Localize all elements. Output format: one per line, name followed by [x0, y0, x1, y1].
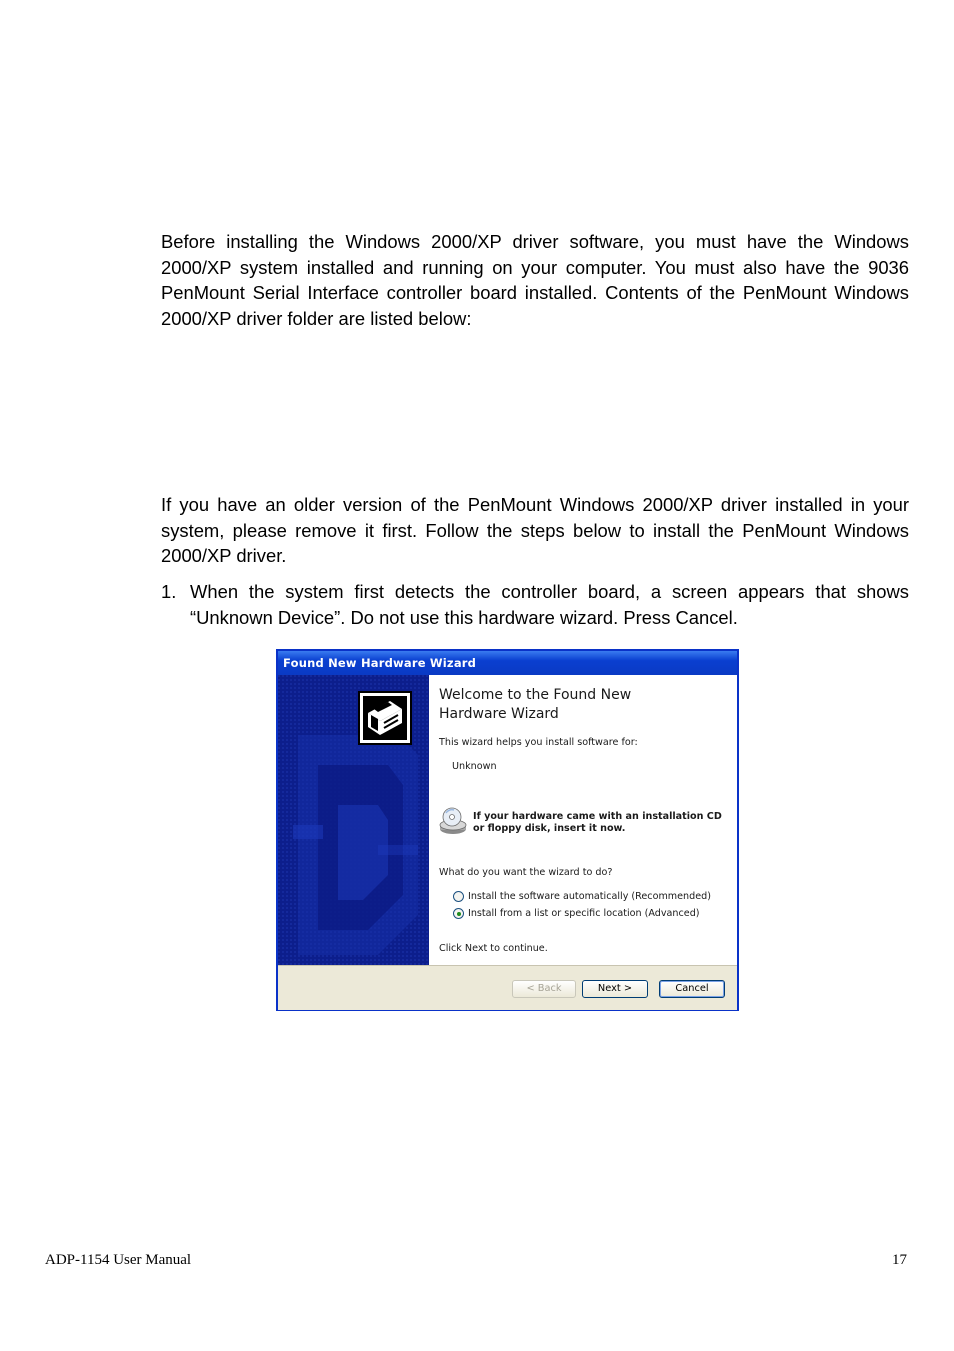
cd-prompt: [473, 811, 722, 835]
radio-label-advanced: Install from a list or specific location (Advanced): [468, 908, 700, 919]
continue-text: Click Next to continue.: [439, 943, 548, 954]
install-paragraph: If you have an older version of the PenMount Windows 2000/XP driver installed in your system, please remove it first. Follow the steps below to install the PenMount Windows 2000/XP driver.: [161, 494, 909, 567]
wizard-content: [429, 675, 737, 965]
next-button[interactable]: Next >: [582, 980, 648, 998]
wizard-heading-line-2: Hardware Wizard: [439, 706, 559, 722]
footer-manual-title: ADP-1154 User Manual: [45, 1252, 192, 1268]
radio-button-automatic[interactable]: [453, 891, 464, 902]
radio-selected-dot: [457, 912, 461, 916]
wizard-question: What do you want the wizard to do?: [439, 867, 613, 878]
radio-button-advanced[interactable]: [453, 908, 464, 919]
back-button[interactable]: < Back: [512, 980, 576, 998]
footer-page-number: 17: [892, 1252, 907, 1268]
cd-icon: [438, 806, 468, 836]
step-text: When the system first detects the controller board, a screen appears that shows “Unknown Device”. Do not use this hardware wizard. Press Cancel.: [190, 581, 909, 628]
device-name: Unknown: [452, 761, 497, 772]
hardware-wizard-screenshot: [276, 649, 739, 1011]
hardware-wizard-icon: [358, 691, 412, 745]
cd-prompt-line-2: or floppy disk, insert it now.: [473, 823, 626, 834]
cancel-button[interactable]: Cancel: [659, 980, 725, 998]
step-1: [161, 579, 909, 630]
radio-label-automatic: Install the software automatically (Recommended): [468, 891, 711, 902]
intro-paragraph: Before installing the Windows 2000/XP driver software, you must have the Windows 2000/XP system installed and running on your computer. You must also have the 9036 PenMount Serial Interface controller board installed. Contents of the PenMount Windows 2000/XP driver folder are listed below:: [161, 231, 909, 329]
step-number: 1.: [161, 581, 177, 602]
cd-prompt-line-1: If your hardware came with an installation CD: [473, 811, 722, 822]
wizard-heading: [439, 686, 631, 724]
wizard-sidebar: [278, 675, 429, 965]
wizard-title: Found New Hardware Wizard: [283, 656, 477, 670]
radio-option-advanced[interactable]: [453, 907, 713, 921]
radio-option-automatic[interactable]: [453, 890, 713, 904]
wizard-titlebar: [278, 651, 737, 675]
wizard-heading-line-1: Welcome to the Found New: [439, 687, 632, 703]
wizard-footer: [278, 965, 737, 1010]
wizard-intro: This wizard helps you install software for:: [439, 737, 638, 748]
